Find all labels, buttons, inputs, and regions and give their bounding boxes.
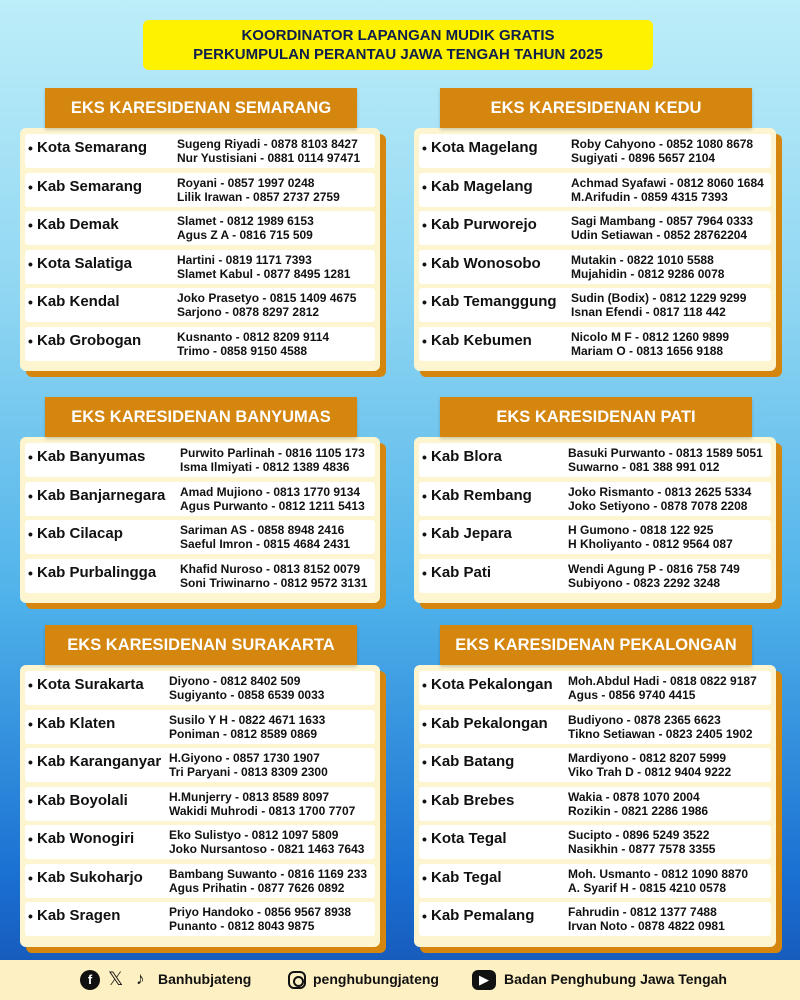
region-name: Kab Demak	[37, 216, 119, 233]
list-item	[25, 327, 375, 361]
coordinator-1: H.Munjerry - 0813 8589 8097	[169, 789, 330, 804]
page-title	[143, 20, 653, 70]
coordinator-2: Viko Trah D - 0812 9404 9222	[568, 765, 732, 779]
coordinator-1: Moh. Usmanto - 0812 1090 8870	[568, 866, 749, 881]
list-item	[419, 288, 771, 322]
bullet-icon: •	[422, 715, 427, 732]
region-name: Kab Sukoharjo	[37, 868, 143, 886]
coordinator-2: Joko Nursantoso - 0821 1463 7643	[169, 842, 365, 856]
coordinator-1: Hartini - 0819 1171 7393	[177, 252, 312, 267]
section-card-pekalongan	[414, 665, 776, 947]
region-name: Kab Rembang	[431, 486, 532, 504]
region-name: Kab Banjarnegara	[37, 486, 166, 504]
coordinator-1: Fahrudin - 0812 1377 7488	[568, 905, 717, 919]
bullet-icon: •	[422, 140, 427, 156]
region-name: Kota Pekalongan	[431, 676, 553, 693]
region-name: Kab Purbalingga	[37, 563, 157, 581]
bullet-icon: •	[28, 487, 33, 504]
bullet-icon: •	[28, 677, 33, 693]
coordinator-1: Mutakin - 0822 1010 5588	[571, 252, 714, 267]
bullet-icon: •	[28, 869, 33, 886]
section-heading-semarang: EKS KARESIDENAN SEMARANG	[45, 88, 357, 128]
list-item	[25, 864, 375, 898]
coordinator-1: Achmad Syafawi - 0812 8060 1684	[571, 175, 764, 190]
list-item	[419, 443, 771, 477]
coordinator-1: Budiyono - 0878 2365 6623	[568, 712, 721, 727]
coordinator-2: Sugiyanto - 0858 6539 0033	[169, 688, 325, 702]
bullet-icon: •	[28, 564, 33, 581]
coordinator-1: Royani - 0857 1997 0248	[177, 175, 315, 190]
bullet-icon: •	[28, 526, 33, 542]
coordinator-2: Agus - 0856 9740 4415	[568, 688, 696, 702]
coordinator-2: Saeful Imron - 0815 4684 2431	[180, 537, 351, 551]
bullet-icon: •	[422, 792, 427, 809]
region-name: Kota Tegal	[431, 830, 507, 847]
coordinator-2: Rozikin - 0821 2286 1986	[568, 803, 709, 818]
region-name: Kota Surakarta	[37, 676, 144, 693]
coordinator-2: Udin Setiawan - 0852 28762204	[571, 228, 748, 242]
x-twitter-icon[interactable]: 𝕏	[108, 969, 124, 990]
bullet-icon: •	[28, 792, 33, 809]
bullet-icon: •	[422, 526, 427, 542]
coordinator-1: Wakia - 0878 1070 2004	[568, 789, 700, 804]
section-heading-pati: EKS KARESIDENAN PATI	[440, 397, 752, 437]
list-item	[25, 825, 375, 859]
bullet-icon: •	[422, 564, 427, 581]
region-name: Kab Kebumen	[431, 331, 532, 349]
list-item	[25, 211, 375, 245]
coordinator-1: Bambang Suwanto - 0816 1169 233	[169, 866, 368, 881]
region-name: Kab Temanggung	[431, 293, 557, 310]
coordinator-2: H Kholiyanto - 0812 9564 087	[568, 537, 733, 551]
bullet-icon: •	[422, 332, 427, 349]
list-item	[25, 559, 375, 593]
section-card-pati	[414, 437, 776, 603]
bullet-icon: •	[422, 294, 427, 310]
coordinator-2: A. Syarif H - 0815 4210 0578	[568, 880, 727, 895]
bullet-icon: •	[28, 908, 33, 924]
list-item	[25, 250, 375, 284]
bullet-icon: •	[422, 449, 427, 465]
coordinator-2: Sarjono - 0878 8297 2812	[177, 305, 320, 319]
coordinator-1: Sugeng Riyadi - 0878 8103 8427	[177, 137, 358, 151]
coordinator-1: Diyono - 0812 8402 509	[169, 674, 301, 688]
bullet-icon: •	[28, 831, 33, 847]
region-name: Kab Brebes	[431, 791, 515, 809]
title-line-2: PERKUMPULAN PERANTAU JAWA TENGAH TAHUN 2025	[193, 46, 603, 63]
coordinator-2: Poniman - 0812 8589 0869	[169, 726, 318, 741]
coordinator-2: Lilik Irawan - 0857 2737 2759	[177, 189, 340, 204]
region-name: Kab Pekalongan	[431, 714, 548, 732]
section-heading-pekalongan: EKS KARESIDENAN PEKALONGAN	[440, 625, 752, 665]
section-card-surakarta	[20, 665, 380, 947]
region-name: Kab Semarang	[37, 177, 143, 195]
list-item	[25, 173, 375, 207]
list-item	[419, 559, 771, 593]
list-item	[25, 443, 375, 477]
coordinator-1: Purwito Parlinah - 0816 1105 173	[180, 446, 365, 460]
list-item	[25, 748, 375, 782]
coordinator-1: H.Giyono - 0857 1730 1907	[169, 751, 320, 765]
coordinator-1: Khafid Nuroso - 0813 8152 0079	[180, 561, 361, 576]
bullet-icon: •	[28, 178, 33, 195]
list-item	[419, 787, 771, 821]
section-card-banyumas	[20, 437, 380, 603]
tiktok-icon[interactable]: ♪	[136, 969, 145, 988]
section-heading-kedu: EKS KARESIDENAN KEDU	[440, 88, 752, 128]
coordinator-1: Sagi Mambang - 0857 7964 0333	[571, 214, 754, 228]
section-heading-surakarta: EKS KARESIDENAN SURAKARTA	[45, 625, 357, 665]
bullet-icon: •	[422, 217, 427, 233]
coordinator-1: Moh.Abdul Hadi - 0818 0822 9187	[568, 674, 757, 688]
coordinator-2: Isnan Efendi - 0817 118 442	[571, 305, 726, 319]
coordinator-2: Tri Paryani - 0813 8309 2300	[169, 765, 328, 779]
region-name: Kab Pati	[431, 563, 492, 581]
bullet-icon: •	[28, 754, 33, 770]
list-item	[419, 864, 771, 898]
facebook-icon[interactable]: f	[80, 970, 100, 990]
coordinator-2: Sugiyati - 0896 5657 2104	[571, 151, 716, 165]
coordinator-2: Nasikhin - 0877 7578 3355	[568, 842, 716, 856]
bullet-icon: •	[28, 294, 33, 310]
coordinator-2: Subiyono - 0823 2292 3248	[568, 575, 721, 590]
region-name: Kab Grobogan	[37, 331, 142, 349]
coordinator-1: Mardiyono - 0812 8207 5999	[568, 751, 727, 765]
coordinator-2: Mujahidin - 0812 9286 0078	[571, 266, 725, 281]
region-name: Kab Banyumas	[37, 448, 146, 465]
coordinator-2: Irvan Noto - 0878 4822 0981	[568, 919, 725, 933]
bullet-icon: •	[28, 217, 33, 233]
coordinator-1: Kusnanto - 0812 8209 9114	[177, 329, 330, 344]
list-item	[419, 134, 771, 168]
social-handle[interactable]: Banhubjateng	[158, 971, 252, 987]
bullet-icon: •	[28, 255, 33, 272]
region-name: Kab Blora	[431, 448, 502, 465]
list-item	[25, 671, 375, 705]
footer-bar	[0, 960, 800, 1000]
bullet-icon: •	[28, 449, 33, 465]
coordinator-2: Slamet Kabul - 0877 8495 1281	[177, 266, 351, 281]
bullet-icon: •	[422, 869, 427, 886]
list-item	[25, 288, 375, 322]
list-item	[419, 825, 771, 859]
youtube-icon[interactable]: ▶	[472, 970, 496, 990]
coordinator-2: Agus Purwanto - 0812 1211 5413	[180, 498, 365, 513]
coordinator-2: Nur Yustisiani - 0881 0114 97471	[177, 151, 361, 165]
bullet-icon: •	[422, 754, 427, 770]
list-item	[25, 134, 375, 168]
region-name: Kab Kendal	[37, 293, 120, 310]
region-name: Kab Jepara	[431, 525, 512, 542]
coordinator-2: Mariam O - 0813 1656 9188	[571, 343, 724, 358]
coordinator-2: Soni Triwinarno - 0812 9572 3131	[180, 575, 368, 590]
coordinator-1: Wendi Agung P - 0816 758 749	[568, 561, 740, 576]
list-item	[25, 787, 375, 821]
list-item	[419, 902, 771, 936]
coordinator-2: Suwarno - 081 388 991 012	[568, 460, 720, 474]
coordinator-1: Amad Mujiono - 0813 1770 9134	[180, 484, 361, 499]
coordinator-2: M.Arifudin - 0859 4315 7393	[571, 189, 728, 204]
list-item	[419, 327, 771, 361]
list-item	[419, 671, 771, 705]
bullet-icon: •	[28, 332, 33, 349]
instagram-icon[interactable]	[288, 971, 306, 989]
coordinator-1: Slamet - 0812 1989 6153	[177, 214, 314, 228]
list-item	[419, 710, 771, 744]
list-item	[419, 211, 771, 245]
coordinator-2: Trimo - 0858 9150 4588	[177, 343, 308, 358]
coordinator-1: Eko Sulistyo - 0812 1097 5809	[169, 828, 339, 842]
coordinator-1: Joko Rismanto - 0813 2625 5334	[568, 484, 752, 499]
region-name: Kab Cilacap	[37, 525, 123, 542]
youtube-name[interactable]: Badan Penghubung Jawa Tengah	[504, 971, 727, 987]
coordinator-2: Agus Prihatin - 0877 7626 0892	[169, 880, 345, 895]
list-item	[25, 520, 375, 554]
region-name: Kota Salatiga	[37, 254, 133, 272]
coordinator-2: Agus Z A - 0816 715 509	[177, 228, 313, 242]
title-line-1: KOORDINATOR LAPANGAN MUDIK GRATIS	[241, 27, 555, 44]
coordinator-1: H Gumono - 0818 122 925	[568, 523, 714, 537]
region-name: Kota Semarang	[37, 139, 148, 156]
bullet-icon: •	[422, 677, 427, 693]
bullet-icon: •	[422, 178, 427, 195]
list-item	[25, 710, 375, 744]
coordinator-1: Roby Cahyono - 0852 1080 8678	[571, 137, 754, 151]
list-item	[419, 173, 771, 207]
region-name: Kab Klaten	[37, 714, 116, 732]
coordinator-1: Basuki Purwanto - 0813 1589 5051	[568, 446, 763, 460]
list-item	[419, 482, 771, 516]
bullet-icon: •	[28, 140, 33, 156]
bullet-icon: •	[28, 715, 33, 732]
coordinator-1: Nicolo M F - 0812 1260 9899	[571, 329, 730, 344]
region-name: Kab Batang	[431, 753, 515, 770]
region-name: Kab Purworejo	[431, 216, 537, 233]
coordinator-1: Priyo Handoko - 0856 9567 8938	[169, 905, 352, 919]
coordinator-2: Tikno Setiawan - 0823 2405 1902	[568, 726, 753, 741]
coordinator-1: Susilo Y H - 0822 4671 1633	[169, 712, 326, 727]
list-item	[25, 482, 375, 516]
coordinator-2: Punanto - 0812 8043 9875	[169, 919, 315, 933]
bullet-icon: •	[422, 255, 427, 272]
region-name: Kota Magelang	[431, 139, 538, 156]
region-name: Kab Wonogiri	[37, 830, 135, 847]
region-name: Kab Tegal	[431, 868, 502, 886]
instagram-handle[interactable]: penghubungjateng	[313, 971, 439, 987]
region-name: Kab Karanganyar	[37, 753, 162, 770]
region-name: Kab Magelang	[431, 177, 533, 195]
section-heading-banyumas: EKS KARESIDENAN BANYUMAS	[45, 397, 357, 437]
coordinator-2: Joko Setiyono - 0878 7078 2208	[568, 498, 748, 513]
coordinator-1: Sucipto - 0896 5249 3522	[568, 828, 710, 842]
list-item	[419, 250, 771, 284]
region-name: Kab Sragen	[37, 907, 121, 924]
region-name: Kab Boyolali	[37, 791, 128, 809]
coordinator-2: Isma Ilmiyati - 0812 1389 4836	[180, 460, 350, 474]
coordinator-1: Sudin (Bodix) - 0812 1229 9299	[571, 291, 747, 305]
section-card-semarang	[20, 128, 380, 371]
coordinator-1: Joko Prasetyo - 0815 1409 4675	[177, 291, 357, 305]
bullet-icon: •	[422, 908, 427, 924]
bullet-icon: •	[422, 487, 427, 504]
region-name: Kab Pemalang	[431, 907, 535, 924]
section-card-kedu	[414, 128, 776, 371]
region-name: Kab Wonosobo	[431, 254, 541, 272]
list-item	[419, 748, 771, 782]
list-item	[25, 902, 375, 936]
list-item	[419, 520, 771, 554]
bullet-icon: •	[422, 831, 427, 847]
coordinator-2: Wakidi Muhrodi - 0813 1700 7707	[169, 803, 356, 818]
coordinator-1: Sariman AS - 0858 8948 2416	[180, 523, 345, 537]
